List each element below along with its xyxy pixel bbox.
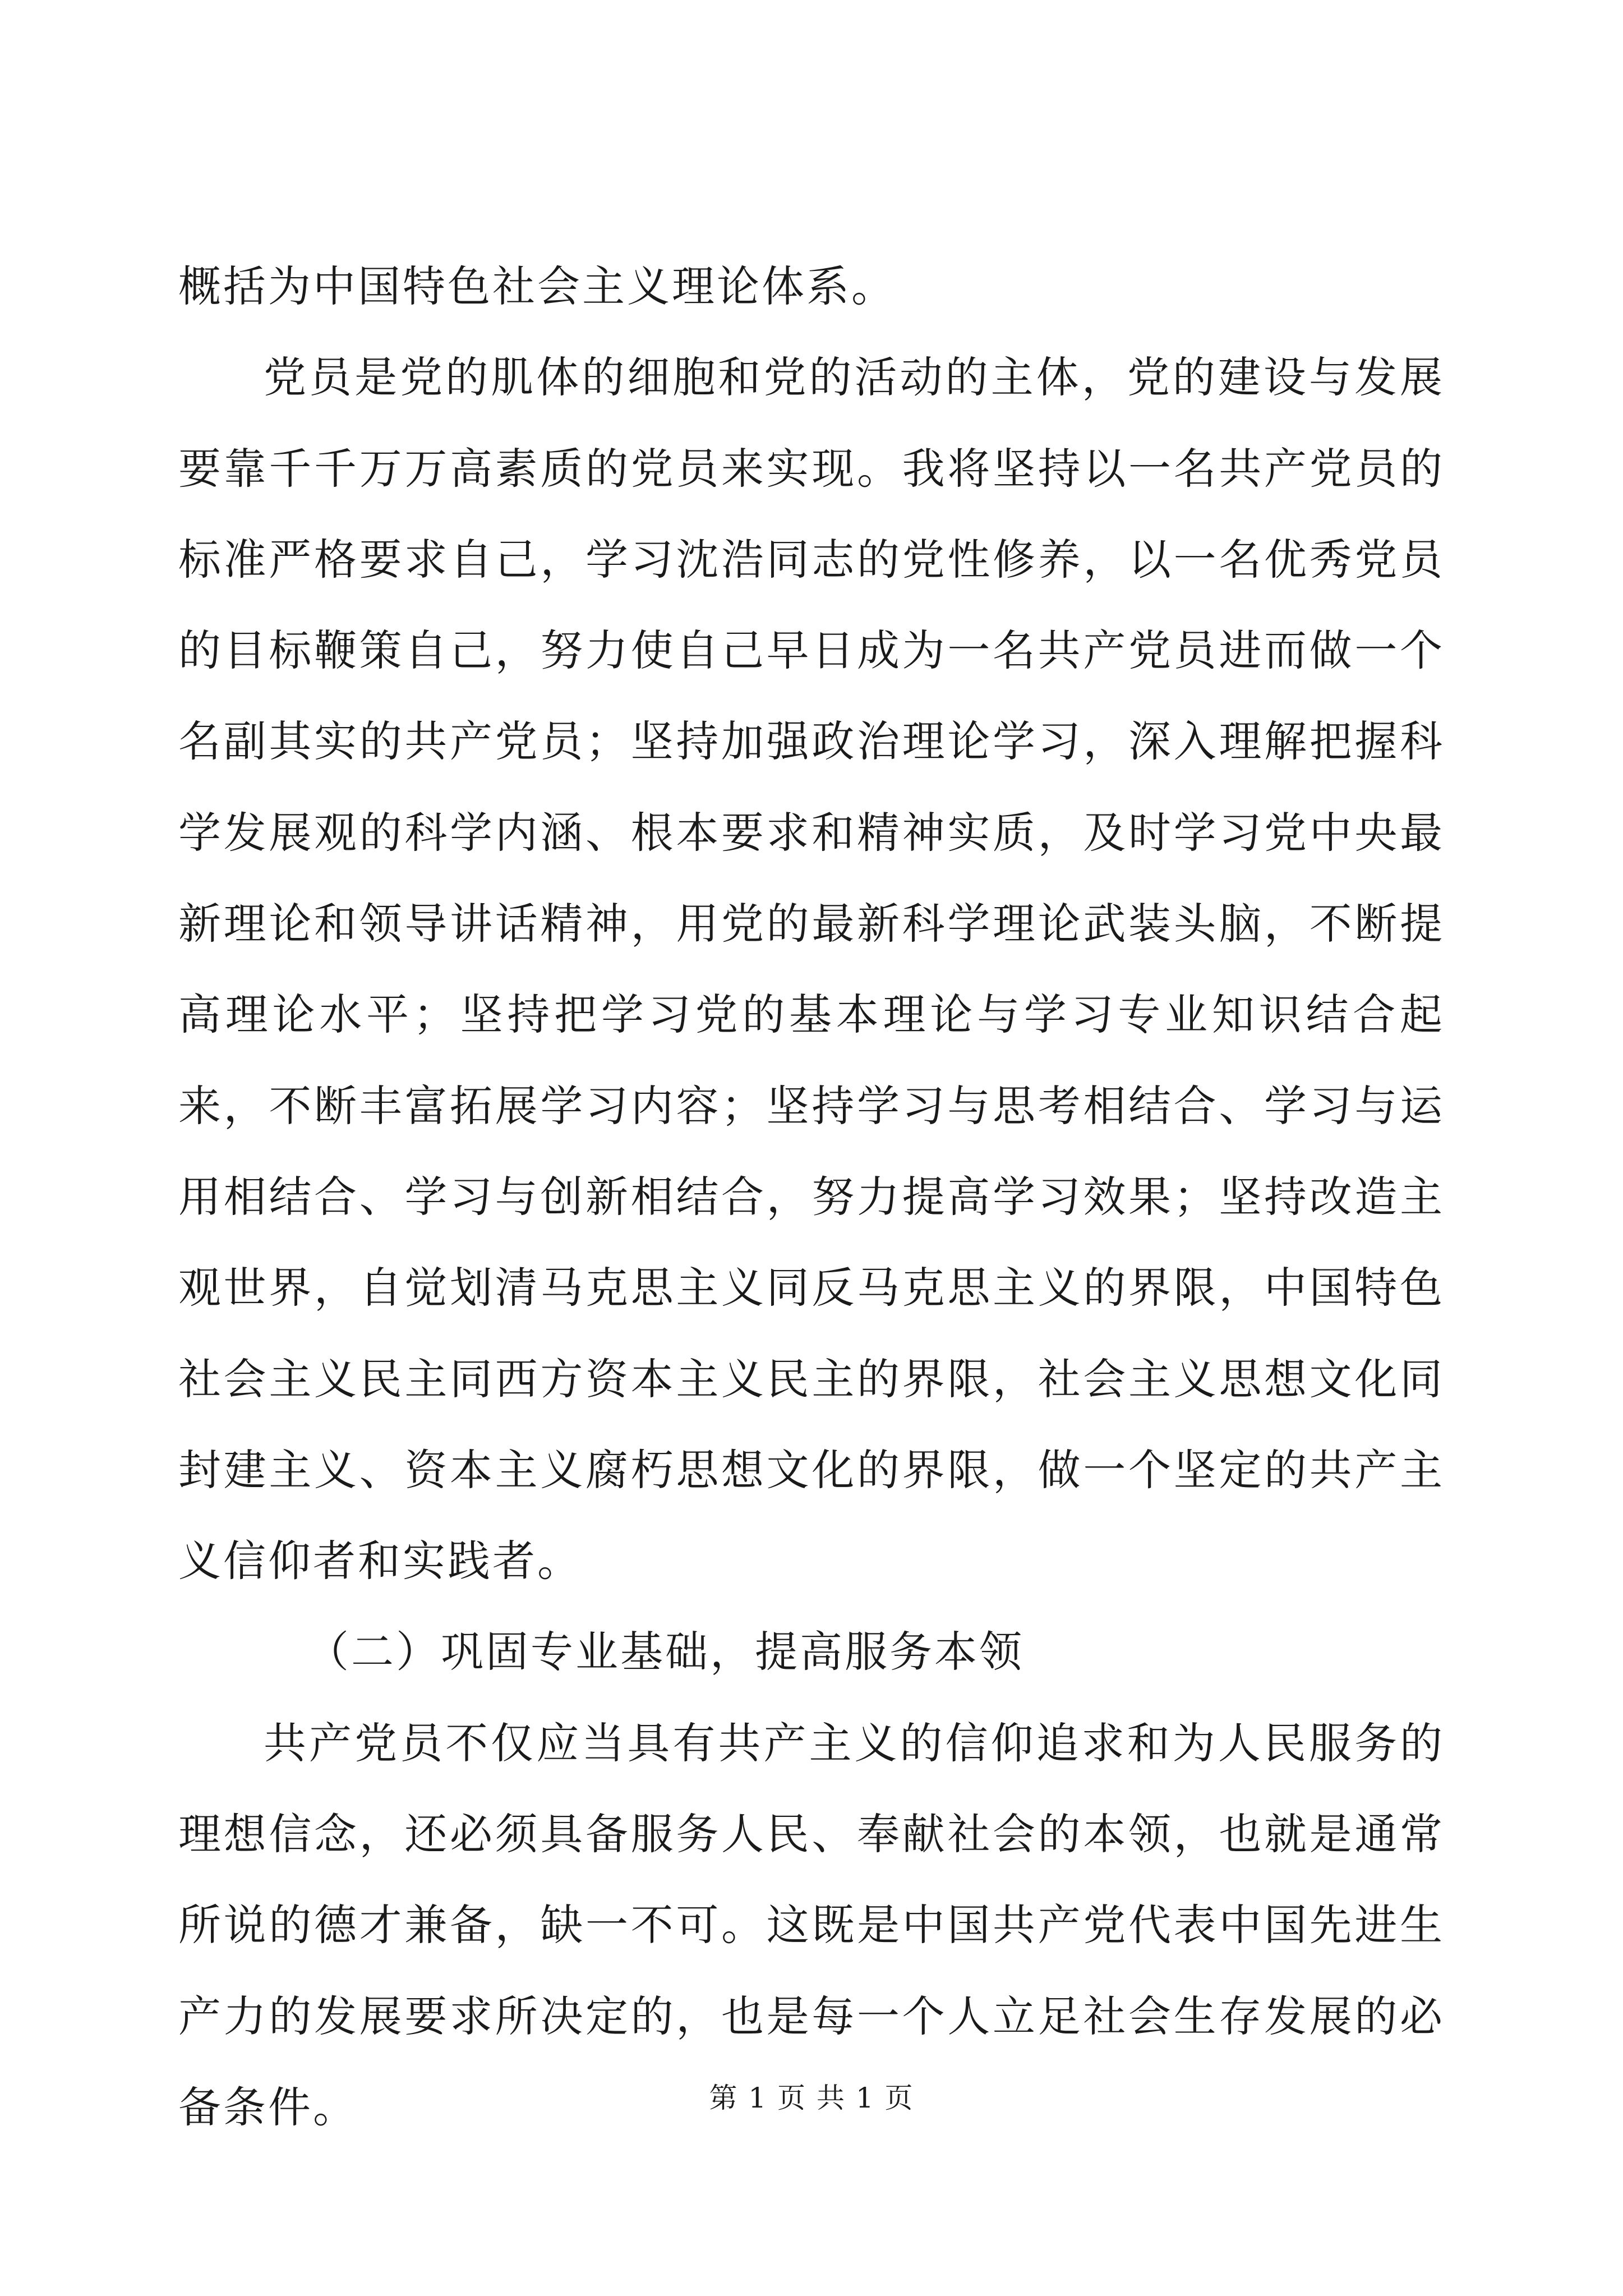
document-body <box>178 241 1445 2153</box>
paragraph-continuation: 概括为中国特色社会主义理论体系。 <box>178 261 896 311</box>
section-heading: （二）巩固专业基础，提高服务本领 <box>306 1627 1024 1677</box>
paragraph-service-ability: 共产党员不仅应当具有共产主义的信仰追求和为人民服务的理想信念，还必须具备服务人民、奉献社会的本领，也就是通常所说的德才兼备，缺一不可。这既是中国共产党代表中国先进生产力的发展要求所决定的，也是每一个人立足社会生存发展的必备条件。 <box>178 1718 1445 2132</box>
paragraph-party-member: 党员是党的肌体的细胞和党的活动的主体，党的建设与发展要靠千千万万高素质的党员来实现。我将坚持以一名共产党员的标准严格要求自己，学习沈浩同志的党性修养，以一名优秀党员的目标鞭策自己，努力使自己早日成为一名共产党员进而做一个名副其实的共产党员；坚持加强政治理论学习，深入理解把握科学发展观的科学内涵、根本要求和精神实质，及时学习党中央最新理论和领导讲话精神，用党的最新科学理论武装头脑，不断提高理论水平；坚持把学习党的基本理论与学习专业知识结合起来，不断丰富拓展学习内容；坚持学习与思考相结合、学习与运用相结合、学习与创新相结合，努力提高学习效果；坚持改造主观世界，自觉划清马克思主义同反马克思主义的界限，中国特色社会主义民主同西方资本主义民主的界限，社会主义思想文化同封建主义、资本主义腐朽思想文化的界限，做一个坚定的共产主义信仰者和实践者。 <box>178 352 1445 1586</box>
page-number-footer: 第 1 页 共 1 页 <box>709 2082 914 2114</box>
